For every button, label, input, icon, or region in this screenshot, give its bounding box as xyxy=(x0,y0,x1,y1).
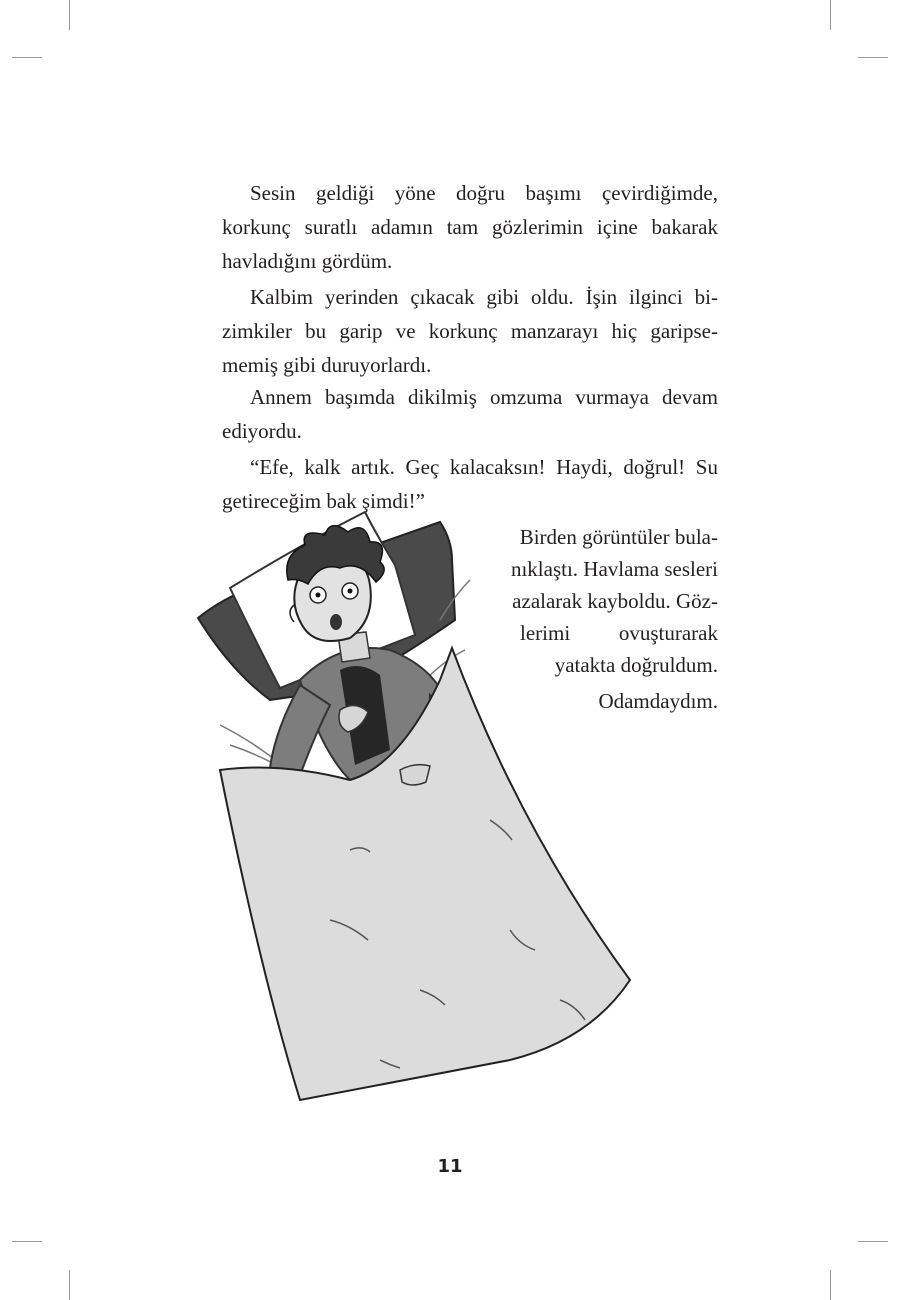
crop-mark xyxy=(69,0,70,30)
crop-mark xyxy=(12,1241,42,1242)
wrapped-text-line: lerimi ovuşturarak xyxy=(520,621,718,645)
text-line: Annem başımda dikilmiş omzuma vurmaya devam xyxy=(250,385,718,409)
text-line: havladığını gördüm. xyxy=(222,249,393,273)
crop-mark xyxy=(858,1241,888,1242)
crop-mark xyxy=(858,57,888,58)
crop-mark xyxy=(830,1270,831,1300)
paragraph-2 xyxy=(222,280,718,382)
text-line: memiş gibi duruyorlardı. xyxy=(222,353,432,377)
page-number: 11 xyxy=(437,1156,463,1177)
crop-mark xyxy=(12,57,42,58)
wrapped-text-line: yatakta doğruldum. xyxy=(554,653,718,677)
text-line: korkunç suratlı adamın tam gözlerimin içine bakarak xyxy=(222,215,718,239)
text-line: Sesin geldiği yöne doğru başımı çevirdiğimde, xyxy=(250,181,718,205)
crop-mark xyxy=(69,1270,70,1300)
paragraph-1 xyxy=(222,176,718,278)
text-line: “Efe, kalk artık. Geç kalacaksın! Haydi, doğrul! Su xyxy=(250,455,718,479)
text-line: Kalbim yerinden çıkacak gibi oldu. İşin ilginci bi- xyxy=(250,285,718,309)
wrapped-text-line: Birden görüntüler bula- xyxy=(519,525,718,549)
text-line: ediyordu. xyxy=(222,419,302,443)
wrapped-text-line: nıklaştı. Havlama sesleri xyxy=(510,557,718,581)
wrapped-text-line: Odamdaydım. xyxy=(598,689,718,713)
text-line: getireceğim bak şimdi!” xyxy=(222,489,425,513)
boy-in-bed-illustration xyxy=(190,500,640,1120)
text-line: zimkiler bu garip ve korkunç manzarayı hiç garipse- xyxy=(222,319,718,343)
wrapped-text-line: azalarak kayboldu. Göz- xyxy=(512,589,718,613)
crop-mark xyxy=(830,0,831,30)
paragraph-3 xyxy=(222,380,718,448)
